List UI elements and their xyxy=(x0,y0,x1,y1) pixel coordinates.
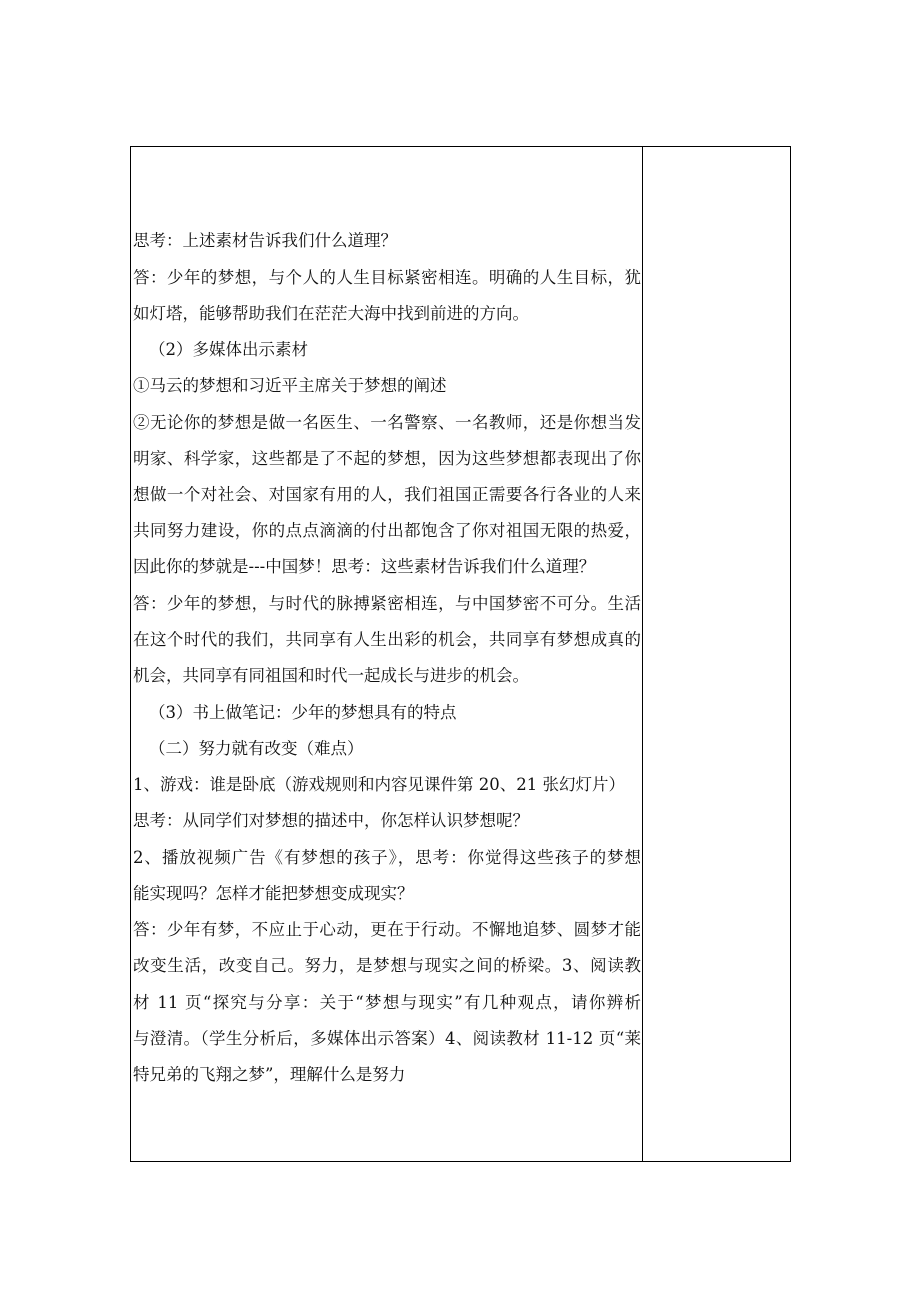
text-line: 想做一个对社会、对国家有用的人，我们祖国正需要各行各业的人来 xyxy=(133,485,641,504)
notes-cell xyxy=(643,147,790,1161)
text-line: ②无论你的梦想是做一名医生、一名警察、一名教师，还是你想当发 xyxy=(133,413,641,432)
text-line: 在这个时代的我们，共同享有人生出彩的机会，共同享有梦想成真的 xyxy=(133,630,641,649)
text-line: 答：少年的梦想，与个人的人生目标紧密相连。明确的人生目标，犹 xyxy=(133,268,641,287)
text-line: （2）多媒体出示素材 xyxy=(149,340,308,359)
text-line: （3）书上做笔记：少年的梦想具有的特点 xyxy=(149,703,457,722)
text-line: 答：少年的梦想，与时代的脉搏紧密相连，与中国梦密不可分。生活 xyxy=(133,594,641,613)
text-line: 材 11 页“探究与分享：关于“梦想与现实”有几种观点，请你辨析 xyxy=(133,993,641,1012)
lesson-content-cell xyxy=(131,147,642,1161)
text-line: 共同努力建设，你的点点滴滴的付出都饱含了你对祖国无限的热爱， xyxy=(133,521,641,540)
text-line: 2、播放视频广告《有梦想的孩子》，思考：你觉得这些孩子的梦想 xyxy=(133,848,641,867)
text-line: 答：少年有梦，不应止于心动，更在于行动。不懈地追梦、圆梦才能 xyxy=(133,920,641,939)
text-line: 如灯塔，能够帮助我们在茫茫大海中找到前进的方向。 xyxy=(133,304,529,323)
text-line: 1、游戏：谁是卧底（游戏规则和内容见课件第 20、21 张幻灯片） xyxy=(133,775,625,794)
text-line: 改变生活，改变自己。努力，是梦想与现实之间的桥梁。3、阅读教 xyxy=(133,956,641,975)
text-line: 能实现吗？怎样才能把梦想变成现实？ xyxy=(133,884,414,903)
text-line: 明家、科学家，这些都是了不起的梦想，因为这些梦想都表现出了你 xyxy=(133,449,641,468)
text-line: 与澄清。（学生分析后，多媒体出示答案）4、阅读教材 11-12 页“莱 xyxy=(133,1029,641,1048)
text-line: 特兄弟的飞翔之梦”，理解什么是努力 xyxy=(133,1065,406,1084)
text-line: ①马云的梦想和习近平主席关于梦想的阐述 xyxy=(133,376,447,395)
text-line: 机会，共同享有同祖国和时代一起成长与进步的机会。 xyxy=(133,666,529,685)
text-line: 因此你的梦就是---中国梦！思考：这些素材告诉我们什么道理？ xyxy=(133,557,596,576)
text-line: 思考：上述素材告诉我们什么道理？ xyxy=(133,231,397,250)
text-line: （二）努力就有改变（难点） xyxy=(149,739,364,758)
lesson-table xyxy=(130,146,791,1162)
text-line: 思考：从同学们对梦想的描述中，你怎样认识梦想呢？ xyxy=(133,811,529,830)
